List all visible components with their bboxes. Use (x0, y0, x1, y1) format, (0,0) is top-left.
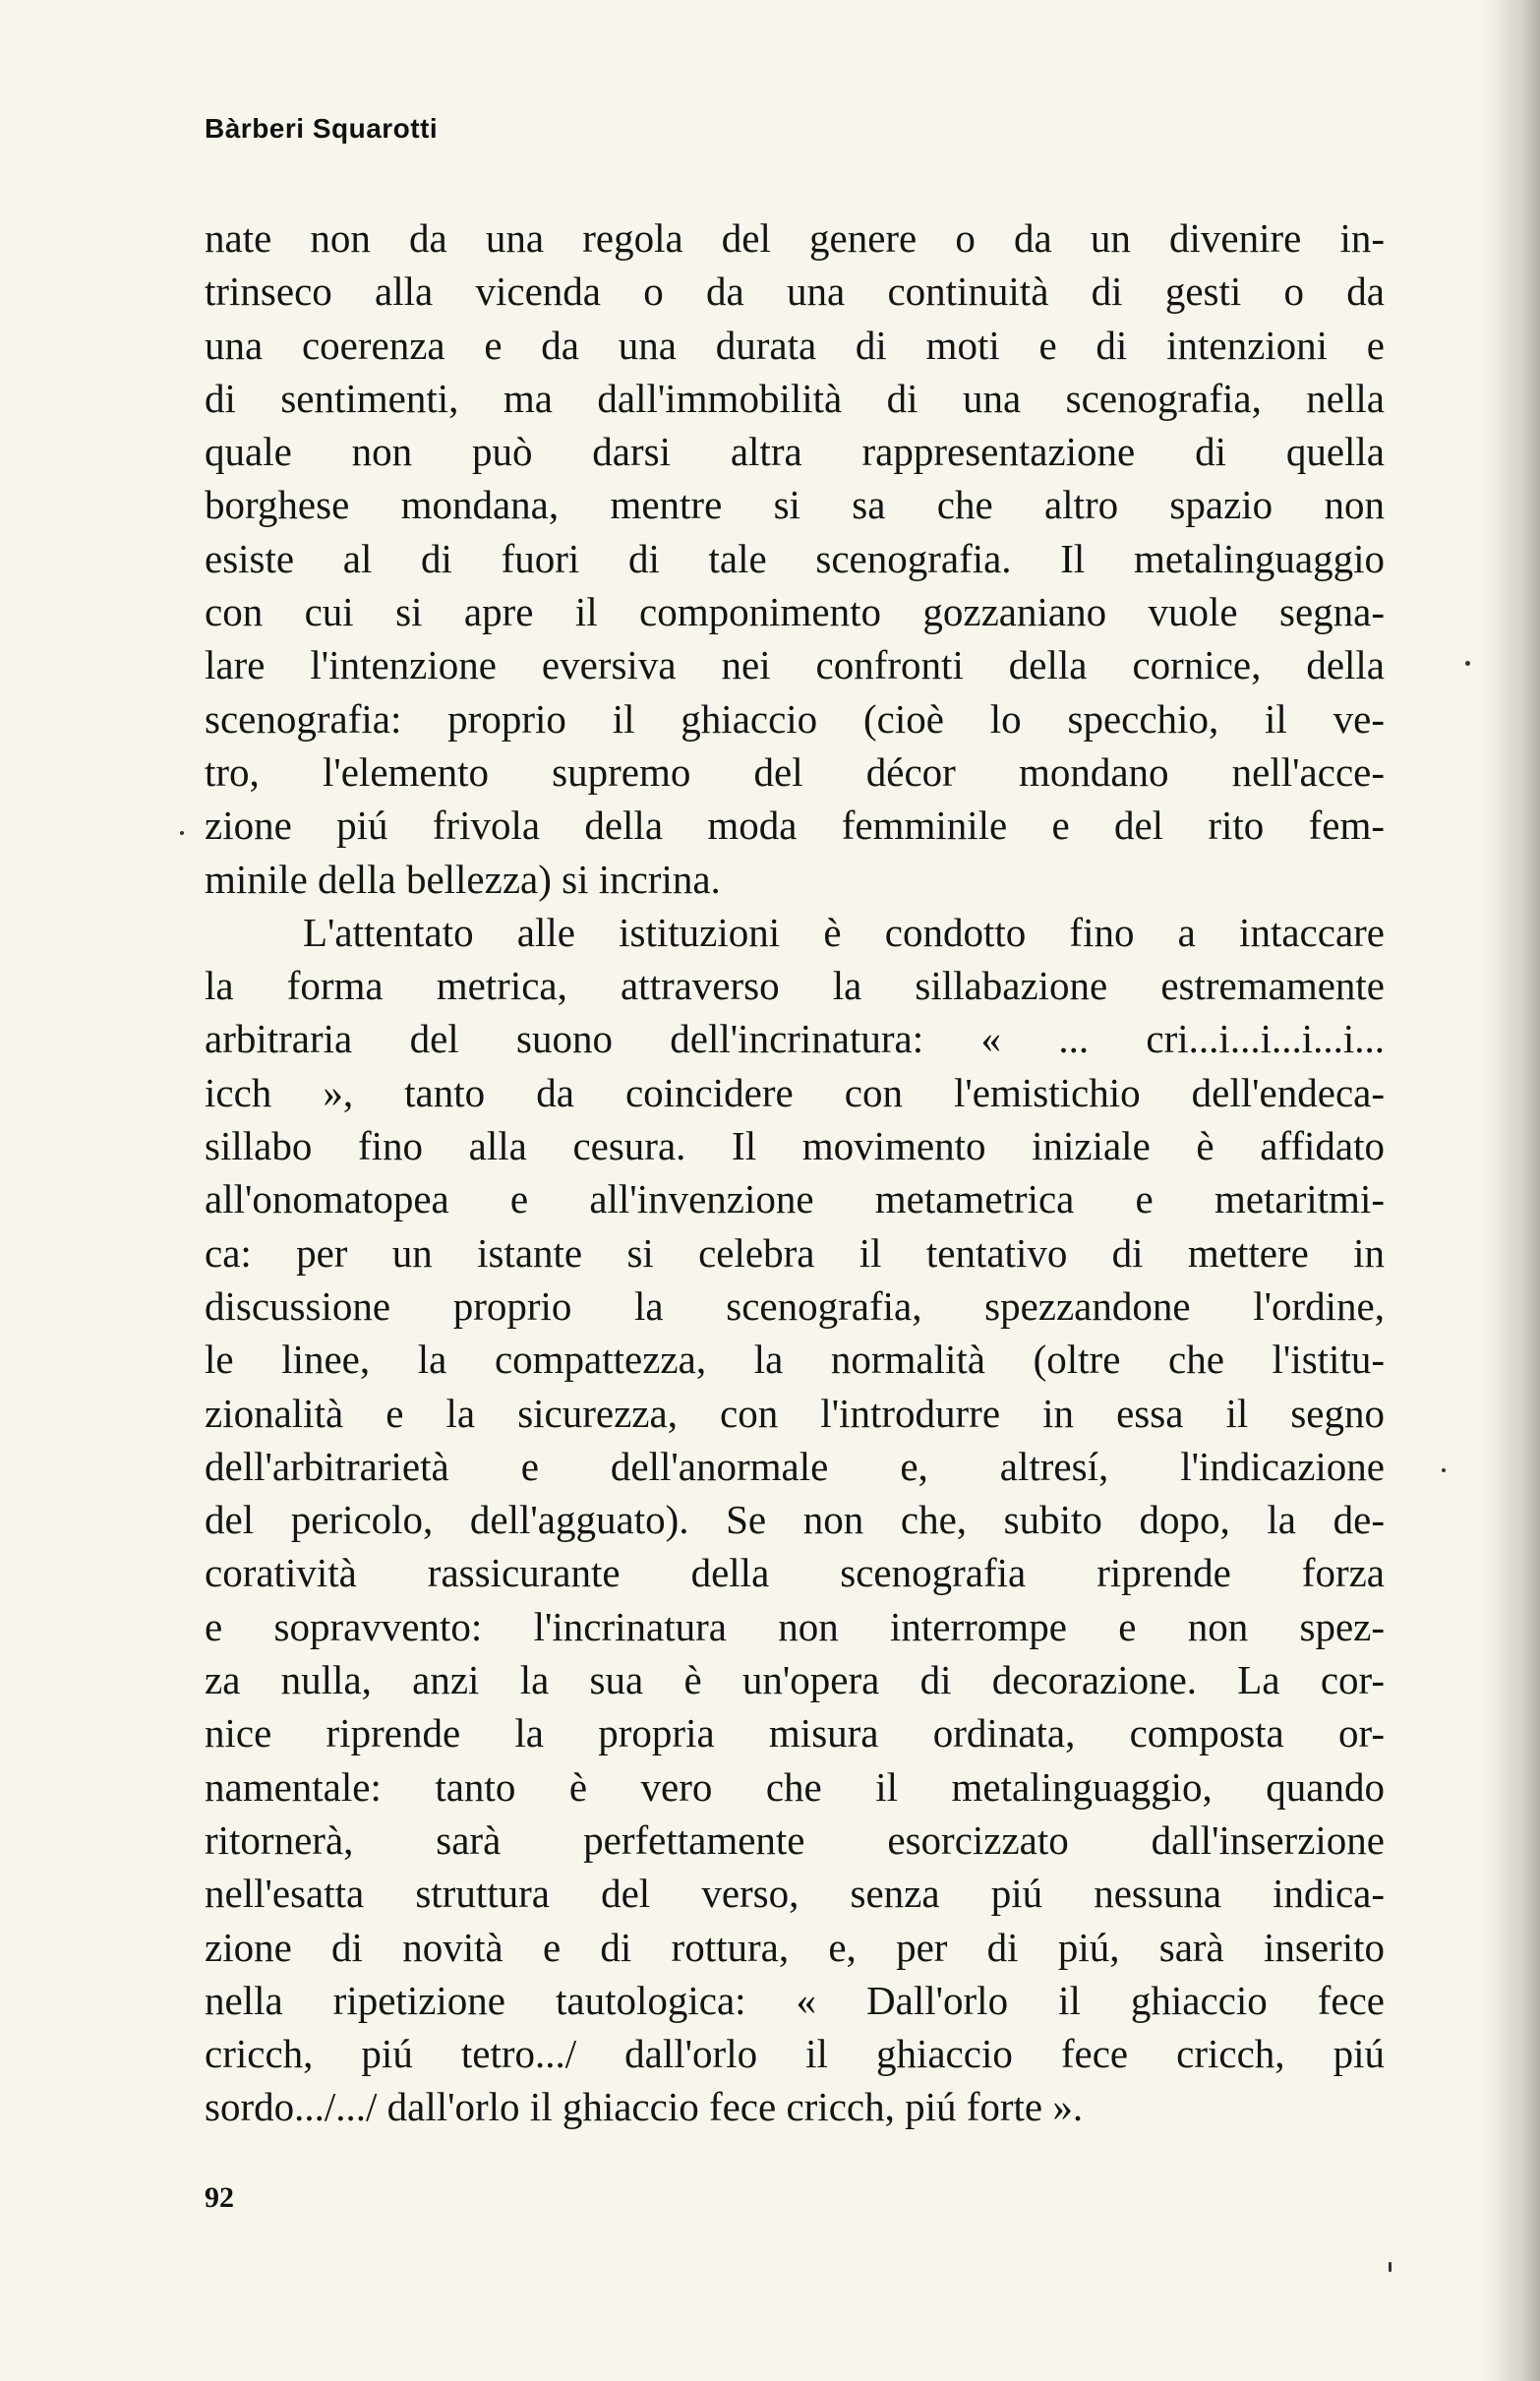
text-line: arbitraria del suono dell'incrinatura: « ... cri...i...i...i...i... (205, 1016, 1385, 1062)
text-line: quale non può darsi altra rappresentazione di quella (205, 429, 1385, 475)
print-speck (1389, 2262, 1392, 2272)
text-line: nice riprende la propria misura ordinata, composta or- (205, 1710, 1385, 1756)
text-line: all'onomatopea e all'invenzione metametrica e metaritmi- (205, 1176, 1385, 1222)
text-line: zione di novità e di rottura, e, per di piú, sarà inserito (205, 1924, 1385, 1970)
paragraph-end-line: sordo.../.../ dall'orlo il ghiaccio fece cricch, piú forte ». (205, 2084, 1084, 2130)
text-line: del pericolo, dell'agguato). Se non che, subito dopo, la de- (205, 1497, 1385, 1543)
paragraph-start-line: L'attentato alle istituzioni è condotto fino a intaccare (303, 909, 1385, 955)
text-line: nate non da una regola del genere o da un divenire in- (205, 215, 1385, 261)
text-line: di sentimenti, ma dall'immobilità di una scenografia, nella (205, 375, 1385, 421)
text-line: tro, l'elemento supremo del décor mondano nell'acce- (205, 748, 1385, 795)
text-line: con cui si apre il componimento gozzaniano vuole segna- (205, 589, 1385, 635)
text-line: zione piú frivola della moda femminile e del rito fem- (205, 803, 1385, 849)
text-line: ritornerà, sarà perfettamente esorcizzato dall'inserzione (205, 1816, 1385, 1863)
text-line: lare l'intenzione eversiva nei confronti della cornice, della (205, 642, 1385, 688)
text-line: coratività rassicurante della scenografia riprende forza (205, 1550, 1385, 1596)
text-line: una coerenza e da una durata di moti e di intenzioni e (205, 322, 1385, 368)
page-number: 92 (205, 2181, 234, 2214)
text-line: le linee, la compattezza, la normalità (oltre che l'istitu- (205, 1337, 1385, 1383)
text-line: borghese mondana, mentre si sa che altro spazio non (205, 482, 1385, 528)
text-line: la forma metrica, attraverso la sillabazione estremamente (205, 963, 1385, 1009)
page-edge-shadow (1495, 0, 1540, 2381)
print-speck (1465, 661, 1470, 666)
text-line: ca: per un istante si celebra il tentativo di mettere in (205, 1229, 1385, 1276)
body-text (205, 211, 1385, 2134)
print-speck (180, 831, 184, 835)
text-line: scenografia: proprio il ghiaccio (cioè lo specchio, il ve- (205, 695, 1385, 742)
text-line: icch », tanto da coincidere con l'emistichio dell'endeca- (205, 1069, 1385, 1115)
text-line: dell'arbitrarietà e dell'anormale e, altresí, l'indicazione (205, 1443, 1385, 1489)
text-line: sillabo fino alla cesura. Il movimento iniziale è affidato (205, 1123, 1385, 1169)
text-line: nell'esatta struttura del verso, senza piú nessuna indica- (205, 1871, 1385, 1917)
text-line: esiste al di fuori di tale scenografia. Il metalinguaggio (205, 535, 1385, 581)
text-line: namentale: tanto è vero che il metalinguaggio, quando (205, 1763, 1385, 1810)
print-speck (1442, 1468, 1446, 1472)
text-line: cricch, piú tetro.../ dall'orlo il ghiaccio fece cricch, piú (205, 2031, 1385, 2077)
text-line: zionalità e la sicurezza, con l'introdurre in essa il segno (205, 1390, 1385, 1436)
text-line: trinseco alla vicenda o da una continuità di gesti o da (205, 268, 1385, 315)
text-line: e sopravvento: l'incrinatura non interrompe e non spez- (205, 1603, 1385, 1649)
text-line: za nulla, anzi la sua è un'opera di decorazione. La cor- (205, 1657, 1385, 1703)
running-head: Bàrberi Squarotti (205, 113, 439, 144)
paragraph-end-line: minile della bellezza) si incrina. (205, 856, 721, 902)
text-line: discussione proprio la scenografia, spezzandone l'ordine, (205, 1282, 1385, 1329)
text-line: nella ripetizione tautologica: « Dall'orlo il ghiaccio fece (205, 1977, 1385, 2023)
